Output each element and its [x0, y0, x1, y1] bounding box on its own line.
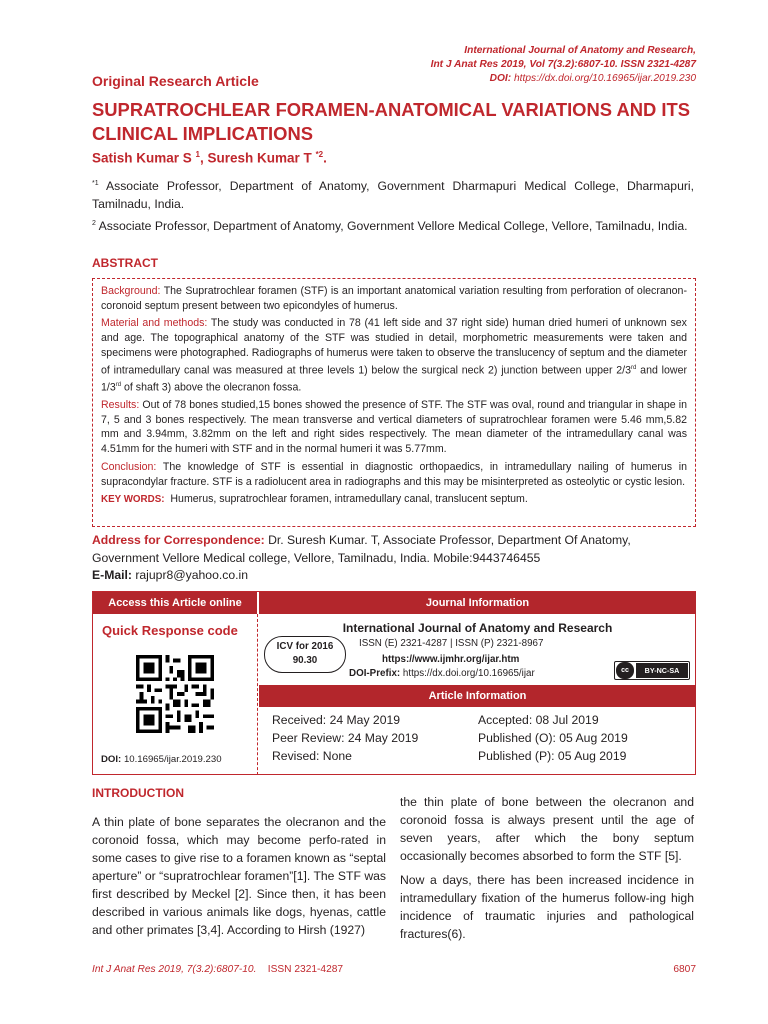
author-2-sup: *2 [315, 150, 324, 159]
author-2: Suresh Kumar T [207, 150, 312, 166]
footer-citation-text: Int J Anat Res 2019, 7(3.2):6807-10. [92, 964, 257, 975]
column-divider [257, 614, 258, 775]
author-1-sup: 1 [195, 150, 200, 159]
abstract-heading: ABSTRACT [92, 256, 158, 270]
correspondence-text: Dr. Suresh Kumar. T, Associate Professor, Department Of Anatomy, Government Vellore Medical college, Vellore, Tamilnadu, India. Mobile:9443746455 [92, 533, 631, 565]
cc-license-icon[interactable] [614, 661, 690, 680]
qr-doi-label: DOI: [101, 754, 122, 765]
conclusion-label: Conclusion: [101, 460, 157, 473]
journal-name: International Journal of Anatomy and Research [342, 621, 613, 635]
icv-line-1: ICV for 2016 [276, 641, 334, 652]
correspondence-label: Address for Correspondence: [92, 533, 265, 547]
qr-doi-value[interactable]: 10.16965/ijar.2019.230 [123, 754, 222, 765]
journal-issn: ISSN (E) 2321-4287 | ISSN (P) 2321-8967 [359, 638, 544, 649]
introduction-heading: INTRODUCTION [92, 786, 184, 800]
correspondence [92, 531, 696, 567]
paper-title: SUPRATROCHLEAR FORAMEN-ANATOMICAL VARIATIONS AND ITS CLINICAL IMPLICATIONS [92, 99, 691, 144]
author-1: Satish Kumar S [92, 150, 192, 166]
intro-paragraph-1: A thin plate of bone separates the olecranon and the coronoid fossa, which may become perfo-rated in some cases to give rise to a foramen known as “septal aperture” or “supratrochlear foramen”[1]. The STF was first described by Meckel [2]. Since then, it has been described in various animals like dogs, hyenas, cattle and other primates [3,4]. According to Hirsh (1927) [92, 815, 386, 937]
journal-reference [316, 44, 696, 86]
icv-line-2: 90.30 [292, 655, 318, 666]
keywords-text: Humerus, supratrochlear foramen, intramedullary canal, translucent septum. [170, 493, 528, 506]
doi-label: DOI: [489, 73, 512, 84]
abstract-background [101, 284, 687, 313]
methods-sup-2: rd [115, 381, 122, 388]
body-column-right [400, 793, 694, 949]
qr-doi [101, 754, 222, 765]
article-info-box [92, 591, 696, 775]
article-dates-right [478, 711, 628, 765]
icv-badge [264, 636, 346, 673]
published-online-date: Published (O): 05 Aug 2019 [478, 731, 628, 745]
author-separator: , [200, 150, 208, 166]
email-label: E-Mail: [92, 568, 132, 582]
journal-ref-doi [316, 72, 696, 86]
article-type: Original Research Article [92, 73, 259, 89]
cc-license-text: BY-NC-SA [636, 663, 688, 678]
methods-text-a: The study was conducted in 78 (41 left side and 37 right side) human dried humeri of unknown sex and age. The topographical anatomy of the STF was studied in detail, morphometric measurements were taken and specimens were photographed. Radiographs of humerus were taken to observe the translucency of septum and the diameter of intramedullary canal was measured at three levels 1) below the surgical neck 2) junction between upper 2/3 [101, 317, 687, 377]
doi-link[interactable]: https://dx.doi.org/10.16965/ijar.2019.230 [514, 73, 696, 84]
affiliation-1 [92, 175, 694, 213]
methods-text-b: and lower 1/3 [101, 364, 687, 394]
abstract-methods [101, 316, 687, 395]
qr-label: Quick Response code [102, 623, 238, 638]
background-label: Background: [101, 285, 161, 297]
revised-date: Revised: None [272, 749, 352, 763]
access-header: Access this Article online [93, 592, 257, 614]
abstract-conclusion [101, 460, 687, 489]
journal-doi-prefix [349, 668, 535, 679]
doi-prefix-value[interactable]: https://dx.doi.org/10.16965/ijar [402, 668, 535, 679]
email-address[interactable]: rajupr8@yahoo.co.in [135, 568, 248, 582]
affiliation-1-sup: *1 [92, 180, 99, 187]
methods-label: Material and methods: [101, 317, 208, 330]
received-date: Received: 24 May 2019 [272, 713, 401, 727]
journal-ref-line2: Int J Anat Res 2019, Vol 7(3.2):6807-10. ISSN 2321-4287 [430, 59, 696, 70]
author-end: . [323, 150, 327, 166]
body-column-left [92, 813, 386, 945]
affiliation-2-text: Associate Professor, Department of Anatomy, Government Vellore Medical College, Vellore, Tamilnadu, India. [98, 219, 688, 234]
accepted-date: Accepted: 08 Jul 2019 [478, 713, 599, 727]
cc-logo-icon: cc [616, 662, 634, 679]
email-line [92, 568, 248, 582]
affiliation-2 [92, 215, 694, 235]
abstract-box [92, 278, 696, 527]
authors [92, 150, 327, 166]
keywords-label: KEY WORDS: [101, 494, 165, 506]
results-label: Results: [101, 398, 140, 411]
article-dates-left [272, 711, 418, 765]
intro-paragraph-2: the thin plate of bone between the olecranon and coronoid fossa is always present until the age of seven years, after which the bony septum occasionally becomes absorbed to form the STF [5]. [400, 795, 694, 863]
journal-url[interactable]: https://www.ijmhr.org/ijar.htm [382, 654, 520, 665]
page-number: 6807 [673, 964, 696, 975]
journal-info-header: Journal Information [259, 592, 696, 614]
journal-ref-line1: International Journal of Anatomy and Research, [464, 45, 696, 56]
conclusion-text: The knowledge of STF is essential in diagnostic orthopaedics, in intramedullary nailing of humerus in supracondylar fracture. STF is a radiolucent area in radiographs and this may be misinterpreted as osteolytic or cystic lesion. [101, 460, 687, 488]
doi-prefix-label: DOI-Prefix: [349, 668, 401, 679]
footer-issn: ISSN 2321-4287 [267, 964, 344, 975]
article-info-header: Article Information [259, 685, 696, 707]
background-text: The Supratrochlear foramen (STF) is an important anatomical variation resulting from perforation of olecranon-coronoid septum present between two epicondyles of humerus. [101, 285, 687, 312]
abstract-keywords [101, 492, 687, 508]
results-text: Out of 78 bones studied,15 bones showed the presence of STF. The STF was oval, round and triangular in shape in 7, 5 and 3 bones respectively. The mean transverse and vertical diameters of supratrochlear foramen were 5.46 mm,5.82 mm and 3.94mm, 3.82mm on the left and right sides respectively. The mean diameter of the intramedullary canal was 4.51mm for the humeri with STF and in the normal humeri it was 5.77mm. [101, 398, 687, 456]
methods-text-c: of shaft 3) above the olecranon fossa. [121, 381, 302, 394]
published-print-date: Published (P): 05 Aug 2019 [478, 749, 627, 763]
affiliation-1-text: Associate Professor, Department of Anatomy, Government Dharmapuri Medical College, Dharmapuri, Tamilnadu, India. [92, 179, 694, 212]
abstract-results [101, 398, 687, 457]
qr-code-icon[interactable] [136, 655, 214, 733]
affiliation-2-sup: 2 [92, 220, 96, 227]
peer-review-date: Peer Review: 24 May 2019 [272, 731, 419, 745]
intro-paragraph-3: Now a days, there has been increased incidence in intramedullary fixation of the humerus follow-ing high incidence of traumatic injuries and pathological fractures(6). [400, 873, 694, 941]
footer-citation [92, 964, 343, 975]
methods-sup-1: rd [631, 364, 637, 371]
